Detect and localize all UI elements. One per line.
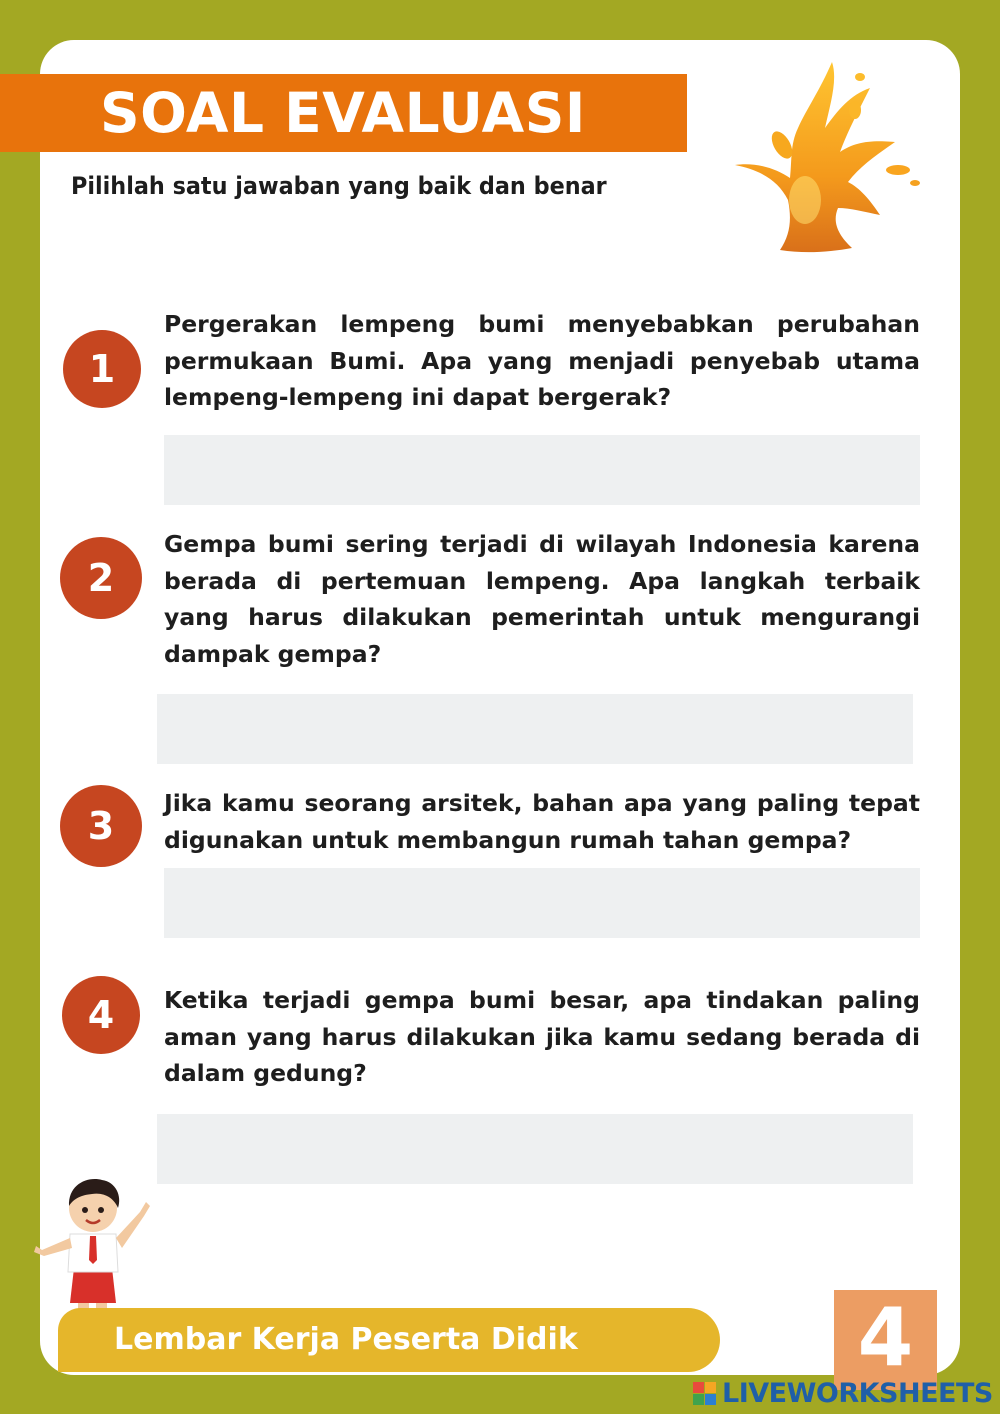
instruction-text: Pilihlah satu jawaban yang baik dan benar bbox=[71, 172, 607, 200]
liveworksheets-brand-text: LIVEWORKSHEETS bbox=[722, 1377, 993, 1409]
question-number-badge: 4 bbox=[62, 976, 140, 1054]
page-number: 4 bbox=[857, 1291, 914, 1384]
liveworksheets-logo[interactable] bbox=[693, 1376, 993, 1410]
question-number-badge: 2 bbox=[60, 537, 142, 619]
answer-input[interactable] bbox=[157, 694, 913, 764]
question-number-badge: 3 bbox=[60, 785, 142, 867]
answer-input[interactable] bbox=[164, 435, 920, 505]
splash-illustration bbox=[720, 50, 930, 260]
liveworksheets-logo-icon bbox=[693, 1382, 716, 1405]
page-title: SOAL EVALUASI bbox=[100, 81, 586, 145]
answer-input[interactable] bbox=[164, 868, 920, 938]
student-illustration bbox=[30, 1168, 160, 1318]
question-text: Ketika terjadi gempa bumi besar, apa tindakan paling aman yang harus dilakukan jika kamu sedang berada di dalam gedung? bbox=[164, 986, 920, 1087]
answer-input[interactable] bbox=[157, 1114, 913, 1184]
question-text: Jika kamu seorang arsitek, bahan apa yang paling tepat digunakan untuk membangun rumah tahan gempa? bbox=[164, 789, 920, 854]
question-text: Gempa bumi sering terjadi di wilayah Indonesia karena berada di pertemuan lempeng. Apa langkah terbaik yang harus dilakukan pemerintah untuk mengurangi dampak gempa? bbox=[164, 530, 920, 668]
question-text: Pergerakan lempeng bumi menyebabkan perubahan permukaan Bumi. Apa yang menjadi penyebab utama lempeng-lempeng ini dapat bergerak? bbox=[164, 310, 920, 411]
question-number-badge: 1 bbox=[63, 330, 141, 408]
footer-label: Lembar Kerja Peserta Didik bbox=[114, 1322, 578, 1357]
